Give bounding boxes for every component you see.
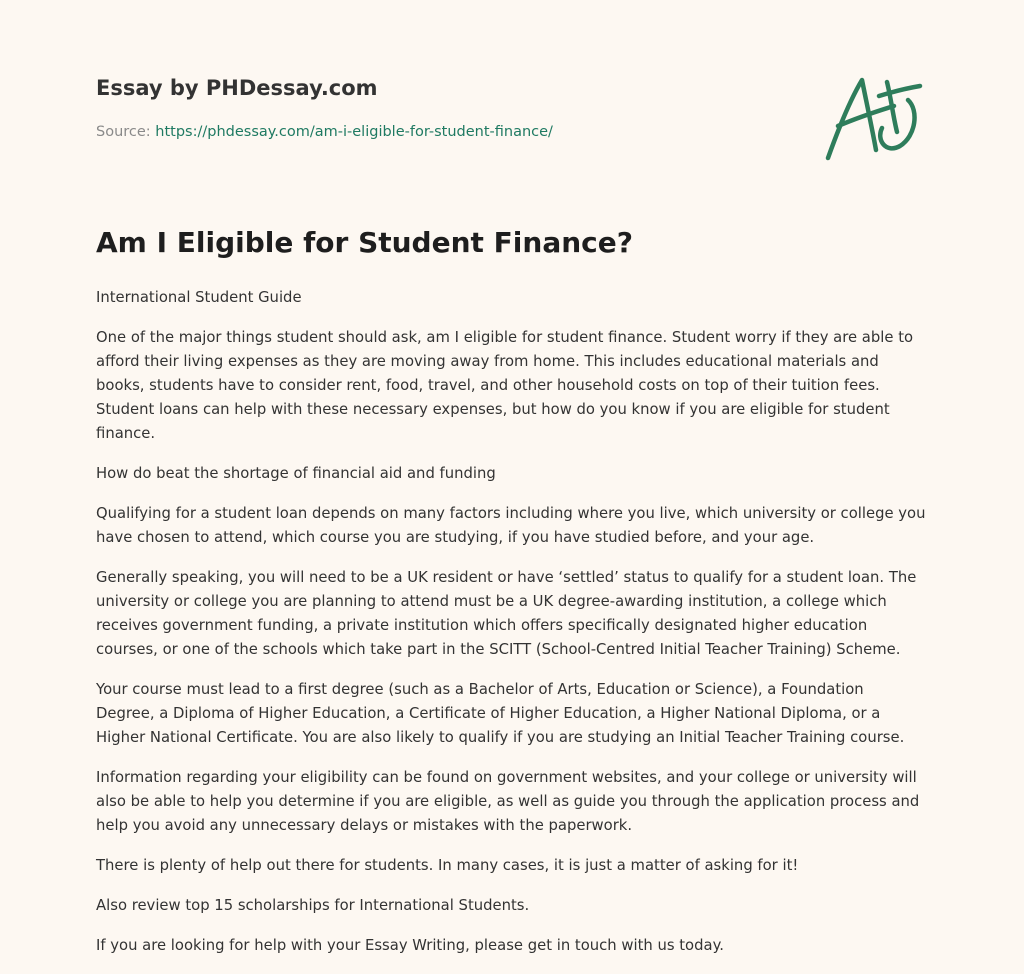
essay-paragraph: How do beat the shortage of financial aid and funding xyxy=(96,465,496,482)
essay-paragraph: International Student Guide xyxy=(96,289,302,306)
essay-paragraph: Qualifying for a student loan depends on many factors including where you live, which university or college you have chosen to attend, which course you are studying, if you have studied before, and your age. xyxy=(96,505,926,546)
essay-paragraph: Generally speaking, you will need to be a UK resident or have ‘settled’ status to qualify for a student loan. The university or college you are planning to attend must be a UK degree-awarding institution, a college which receives government funding, a private institution which offers specifically designated higher education courses, or one of the schools which take part in the SCITT (School-Centred Initial Teacher Training) Scheme. xyxy=(96,569,917,658)
source-line xyxy=(96,124,553,140)
source-label: Source: xyxy=(96,124,151,140)
a-plus-logo-icon xyxy=(824,70,924,162)
essay-body xyxy=(96,286,926,974)
essay-paragraph: Information regarding your eligibility can be found on government websites, and your college or university will also be able to help you determine if you are eligible, as well as guide you through the application process and help you avoid any unnecessary delays or mistakes with the paperwork. xyxy=(96,769,920,834)
essay-paragraph: One of the major things student should ask, am I eligible for student finance. Student worry if they are able to afford their living expenses as they are moving away from home. This includes educational materials and books, students have to consider rent, food, travel, and other household costs on top of their tuition fees. Student loans can help with these necessary expenses, but how do you know if you are eligible for student finance. xyxy=(96,329,914,442)
essay-paragraph: If you are looking for help with your Essay Writing, please get in touch with us today. xyxy=(96,937,724,954)
site-brand-title: Essay by PHDessay.com xyxy=(96,76,378,100)
essay-paragraph: Your course must lead to a first degree (such as a Bachelor of Arts, Education or Science), a Foundation Degree, a Diploma of Higher Education, a Certificate of Higher Education, a Higher National Diploma, or a Higher National Certificate. You are also likely to qualify if you are studying an Initial Teacher Training course. xyxy=(96,681,905,746)
essay-paragraph: Also review top 15 scholarships for International Students. xyxy=(96,897,530,914)
source-link[interactable]: https://phdessay.com/am-i-eligible-for-student-finance/ xyxy=(155,124,553,140)
essay-paragraph: There is plenty of help out there for students. In many cases, it is just a matter of asking for it! xyxy=(96,857,799,874)
essay-title: Am I Eligible for Student Finance? xyxy=(96,226,633,259)
